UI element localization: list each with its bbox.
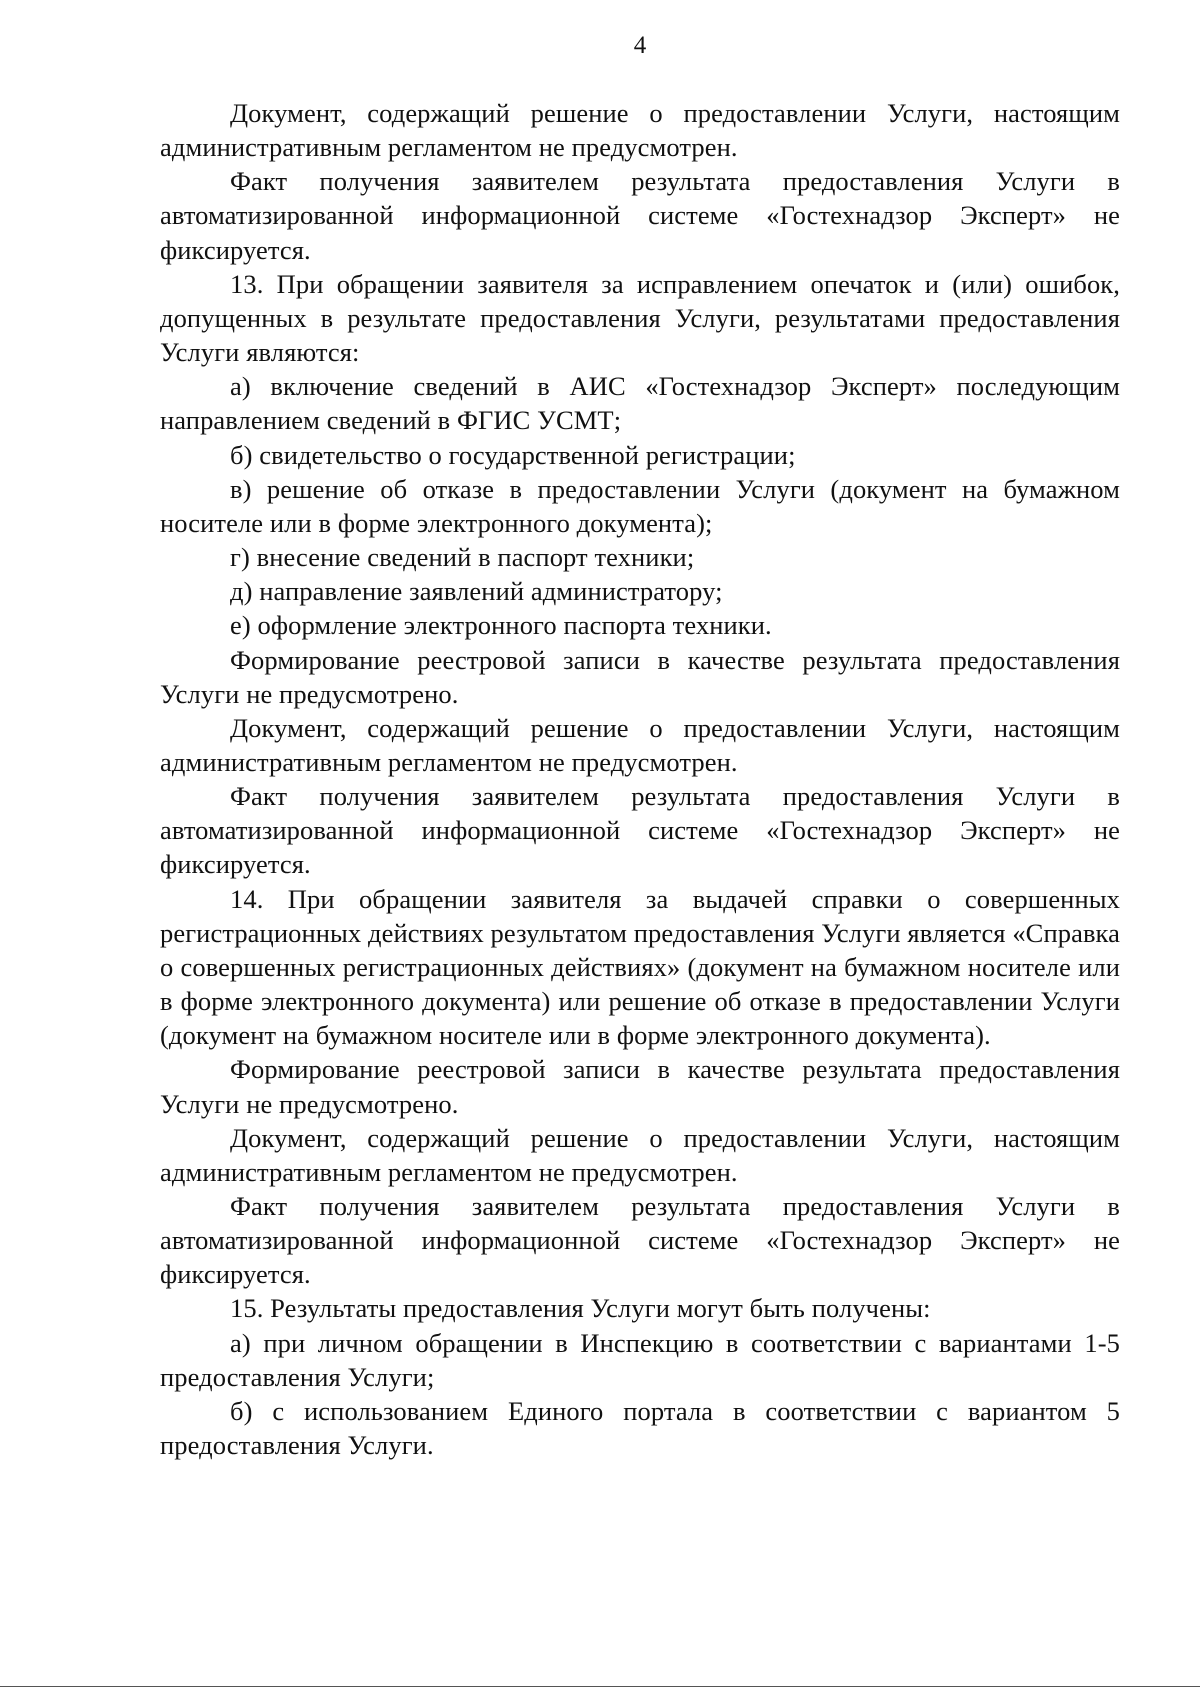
- paragraph-item-15-a: а) при личном обращении в Инспекцию в соответствии с вариантами 1-5 предоставления Услуги;: [160, 1327, 1120, 1392]
- page-number: 4: [633, 32, 647, 59]
- paragraph-item-15-b: б) с использованием Единого портала в соответствии с вариантом 5 предоставления Услуги.: [160, 1395, 1120, 1461]
- paragraph-item-13-d: д) направление заявлений администратору;: [230, 576, 723, 607]
- paragraph-fact-not-recorded-3: Факт получения заявителем результата предоставления Услуги в автоматизированной информационной системе «Гостехнадзор Эксперт» не фиксируется.: [160, 1191, 1120, 1290]
- page-bottom-divider: [0, 1686, 1200, 1687]
- paragraph-document-not-provided-3: Документ, содержащий решение о предоставлении Услуги, настоящим административным регламентом не предусмотрен.: [160, 1122, 1120, 1187]
- paragraph-item-13-a: а) включение сведений в АИС «Гостехнадзор Эксперт» последующим направлением сведений в ФГИС УСМТ;: [160, 371, 1120, 436]
- paragraph-item-15: 15. Результаты предоставления Услуги могут быть получены:: [230, 1293, 931, 1324]
- document-body: [160, 96, 1120, 1462]
- paragraph-fact-not-recorded-2: Факт получения заявителем результата предоставления Услуги в автоматизированной информационной системе «Гостехнадзор Эксперт» не фиксируется.: [160, 781, 1120, 880]
- paragraph-registry-record-2: Формирование реестровой записи в качестве результата предоставления Услуги не предусмотрено.: [160, 1054, 1120, 1119]
- paragraph-item-14: 14. При обращении заявителя за выдачей справки о совершенных регистрационных действиях результатом предоставления Услуги является «Справка о совершенных регистрационных действиях» (документ на бумажном носителе или в форме электронного документа) или решение об отказе в предоставлении Услуги (документ на бумажном носителе или в форме электронного документа).: [160, 883, 1120, 1051]
- paragraph-item-13-v: в) решение об отказе в предоставлении Услуги (документ на бумажном носителе или в форме электронного документа);: [160, 473, 1120, 538]
- paragraph-item-13-e: е) оформление электронного паспорта техники.: [230, 610, 772, 641]
- paragraph-item-13-b: б) свидетельство о государственной регистрации;: [230, 439, 796, 470]
- paragraph-document-not-provided-1: Документ, содержащий решение о предоставлении Услуги, настоящим административным регламентом не предусмотрен.: [160, 98, 1120, 163]
- paragraph-registry-record-1: Формирование реестровой записи в качестве результата предоставления Услуги не предусмотрено.: [160, 644, 1120, 709]
- paragraph-document-not-provided-2: Документ, содержащий решение о предоставлении Услуги, настоящим административным регламентом не предусмотрен.: [160, 712, 1120, 777]
- paragraph-fact-not-recorded-1: Факт получения заявителем результата предоставления Услуги в автоматизированной информационной системе «Гостехнадзор Эксперт» не фиксируется.: [160, 166, 1120, 265]
- paragraph-item-13-g: г) внесение сведений в паспорт техники;: [230, 542, 695, 573]
- paragraph-item-13: 13. При обращении заявителя за исправлением опечаток и (или) ошибок, допущенных в результате предоставления Услуги, результатами предоставления Услуги являются:: [160, 268, 1120, 368]
